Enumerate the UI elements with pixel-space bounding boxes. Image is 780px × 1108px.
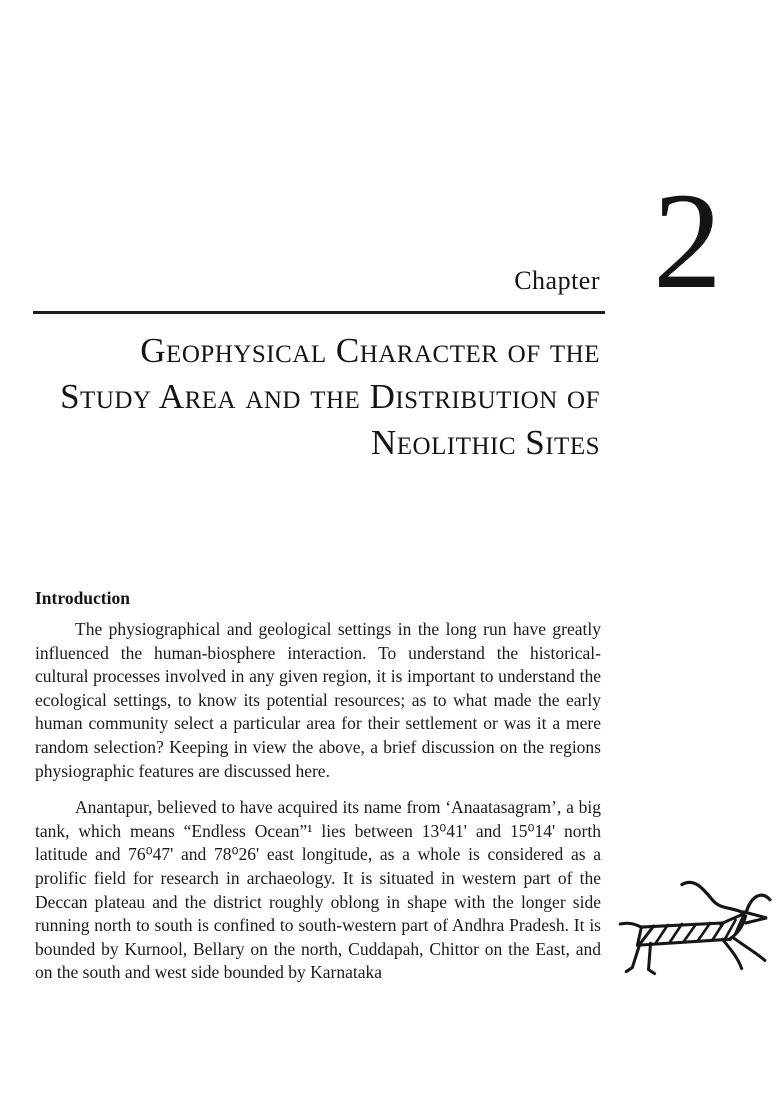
chapter-title-line-3: Neolithic Sites xyxy=(370,423,600,462)
chapter-label: Chapter xyxy=(514,266,600,295)
section-heading: Introduction xyxy=(35,588,130,608)
chapter-title xyxy=(40,328,600,466)
paragraph-1: The physiographical and geological settings in the long run have greatly influenced the human-biosphere interaction. To understand the historical-cultural processes involved in any given region, it is important to understand the ecological settings, to know its potential resources; as to what made the early human community select a particular area for their settlement or was it a mere random selection? Keeping in view the above, a brief discussion on the regions physiographic features are discussed here. xyxy=(35,619,601,781)
chapter-number: 2 xyxy=(653,164,722,317)
chapter-title-line-2: Study Area and the Distribution of xyxy=(60,377,600,416)
body-text xyxy=(35,618,601,998)
rock-art-animal-icon xyxy=(603,862,775,984)
paragraph-2: Anantapur, believed to have acquired its name from ‘Anaatasagram’, a big tank, which means “Endless Ocean”¹ lies between 13⁰41' and 15⁰14' north latitude and 76⁰47' and 78⁰26' east longitude, as a whole is considered as a prolific field for research in archaeology. It is situated in western part of the Deccan plateau and the district roughly oblong in shape with the longer side running north to south is confined to south-western part of Andhra Pradesh. It is bounded by Kurnool, Bellary on the north, Cuddapah, Chittor on the East, and on the south and west side bounded by Karnataka xyxy=(35,797,601,983)
chapter-divider-rule xyxy=(33,311,605,314)
chapter-title-line-1: Geophysical Character of the xyxy=(140,331,600,370)
